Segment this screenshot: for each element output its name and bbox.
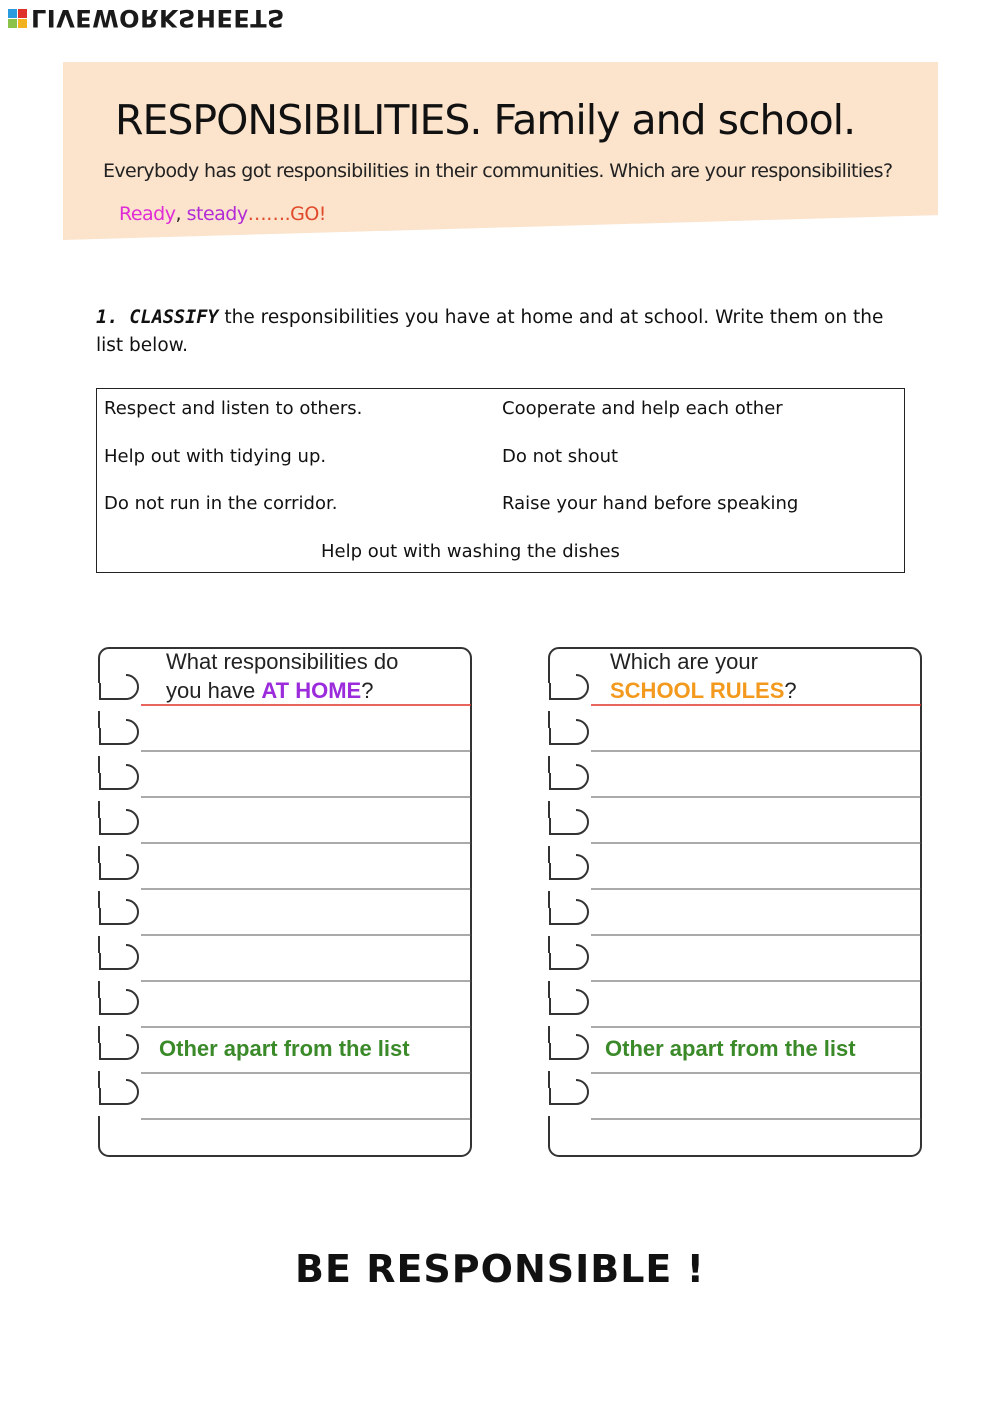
- ring-gap: [96, 953, 112, 981]
- ring-gap: [96, 908, 112, 936]
- page-title: RESPONSIBILITIES. Family and school.: [115, 96, 856, 144]
- ring-gap: [546, 863, 562, 891]
- ring-gap: [96, 818, 112, 846]
- instruction-text: the responsibilities you have at home and at school. Write them on the list below.: [96, 307, 884, 356]
- ready-steady-go: Ready, steady…….GO!: [119, 203, 326, 225]
- notebook-drawing: [546, 645, 926, 1160]
- ring-gap: [546, 953, 562, 981]
- ring-gap: [96, 728, 112, 756]
- ring-gap: [96, 683, 112, 711]
- ring-gap: [96, 998, 112, 1026]
- at-home-highlight: AT HOME: [261, 678, 362, 703]
- ring-gap: [546, 728, 562, 756]
- instruction-number: 1. CLASSIFY: [96, 307, 219, 328]
- school-question: Which are your SCHOOL RULES?: [610, 649, 797, 703]
- word-bank-item: Do not run in the corridor.: [104, 493, 338, 514]
- notebook-frame: [99, 648, 471, 1156]
- ring-gap: [546, 818, 562, 846]
- ring-gap: [546, 773, 562, 801]
- liveworksheets-logo: [8, 4, 285, 32]
- ring-gap: [546, 1088, 562, 1116]
- home-question: What responsibilities do you have AT HOME?: [166, 649, 399, 703]
- home-notebook: [96, 645, 476, 1160]
- page-subtitle: Everybody has got responsibilities in their communities. Which are your responsibilities?: [103, 160, 893, 182]
- ring-gap: [546, 998, 562, 1026]
- word-bank-item: Help out with washing the dishes: [321, 541, 620, 562]
- word-bank: [96, 388, 905, 573]
- ring-gap: [546, 683, 562, 711]
- instruction: [96, 304, 916, 360]
- other-label: Other apart from the list: [605, 1036, 856, 1061]
- word-bank-item: Cooperate and help each other: [502, 398, 783, 419]
- notebook-drawing: [96, 645, 476, 1160]
- ring-gap: [96, 1043, 112, 1071]
- footer-slogan: BE RESPONSIBLE !: [295, 1247, 705, 1291]
- ring-gap: [96, 773, 112, 801]
- ring-gap: [96, 1088, 112, 1116]
- school-rules-highlight: SCHOOL RULES: [610, 678, 785, 703]
- word-bank-item: Help out with tidying up.: [104, 446, 327, 467]
- school-notebook: [546, 645, 926, 1160]
- word-bank-item: Respect and listen to others.: [104, 398, 363, 419]
- ring-gap: [546, 1043, 562, 1071]
- other-label: Other apart from the list: [159, 1036, 410, 1061]
- logo-blocks-icon: [8, 9, 27, 28]
- notebook-frame: [549, 648, 921, 1156]
- word-bank-item: Raise your hand before speaking: [502, 493, 799, 514]
- word-bank-item: Do not shout: [502, 446, 619, 467]
- ring-gap: [546, 908, 562, 936]
- logo-text: LIVEWORKSHEETS: [31, 4, 285, 32]
- ring-gap: [96, 863, 112, 891]
